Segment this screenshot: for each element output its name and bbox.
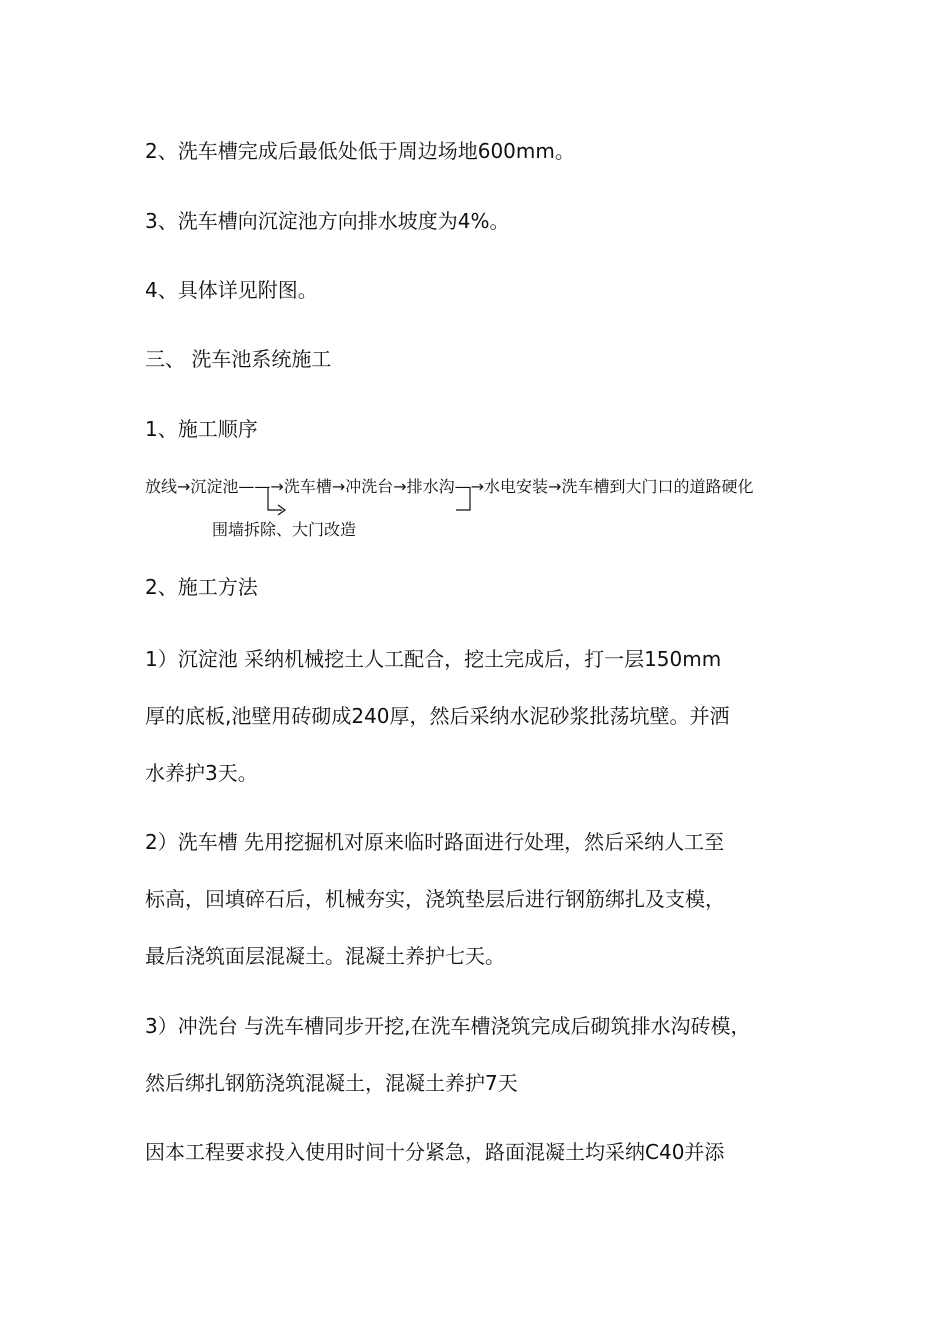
paragraph-3-line-1: 3）冲洗台 与洗车槽同步开挖,在洗车槽浇筑完成后砌筑排水沟砖模， bbox=[145, 1014, 751, 1038]
paragraph-2-line-2: 标高，回填碎石后，机械夯实，浇筑垫层后进行钢筋绑扎及支模， bbox=[145, 887, 725, 911]
paragraph-3-line-2: 然后绑扎钢筋浇筑混凝土，混凝土养护7天 bbox=[145, 1071, 518, 1095]
paragraph-2-line-3: 最后浇筑面层混凝土。混凝土养护七天。 bbox=[145, 944, 505, 968]
subsection-method-heading: 2、施工方法 bbox=[145, 575, 258, 599]
paragraph-1-line-1: 1）沉淀池 采纳机械挖土人工配合，挖土完成后，打一层150mm bbox=[145, 647, 722, 671]
section-heading: 三、 洗车池系统施工 bbox=[145, 347, 332, 371]
paragraph-1-line-2: 厚的底板,池壁用砖砌成240厚，然后采纳水泥砂浆批荡坑壁。并洒 bbox=[145, 704, 730, 728]
item-3: 3、洗车槽向沉淀池方向排水坡度为4%。 bbox=[145, 209, 510, 233]
item-2: 2、洗车槽完成后最低处低于周边场地600mm。 bbox=[145, 139, 575, 163]
item-4: 4、具体详见附图。 bbox=[145, 278, 318, 302]
paragraph-1-line-3: 水养护3天。 bbox=[145, 761, 258, 785]
construction-flow-main: 放线→沉淀池——→洗车槽→冲洗台→排水沟—→水电安装→洗车槽到大门口的道路硬化 bbox=[145, 477, 754, 496]
paragraph-2-line-1: 2）洗车槽 先用挖掘机对原来临时路面进行处理，然后采纳人工至 bbox=[145, 830, 725, 854]
subsection-order-heading: 1、施工顺序 bbox=[145, 417, 258, 441]
paragraph-4-line-1: 因本工程要求投入使用时间十分紧急，路面混凝土均采纳C40并添 bbox=[145, 1140, 725, 1164]
construction-flow-branch: 围墙拆除、大门改造 bbox=[212, 520, 357, 539]
